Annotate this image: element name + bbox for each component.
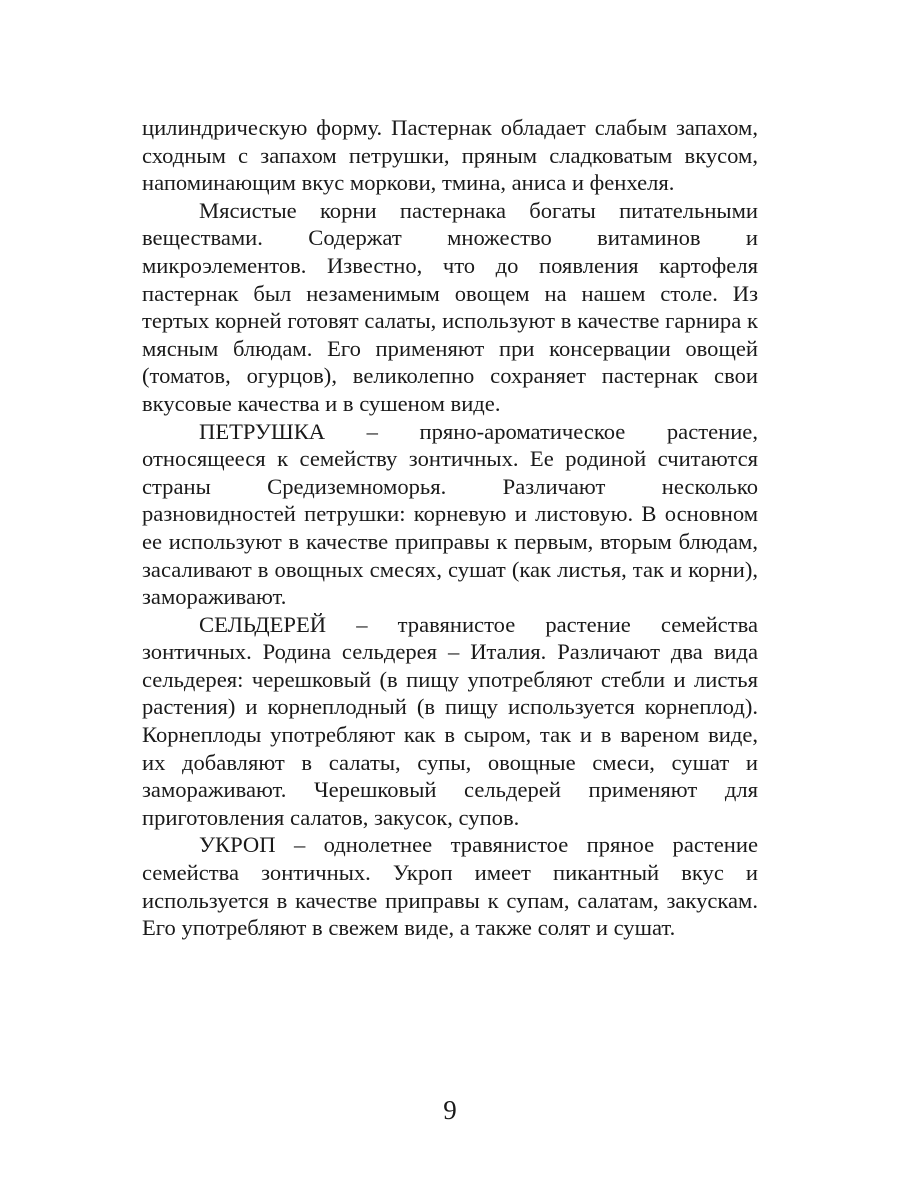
paragraph-parsnip-nutrition: Мясистые корни пастернака богаты питательными веществами. Содержат множество витаминов и микроэлементов. Известно, что до появления картофеля пастернак был незаменимым овощем на нашем столе. Из тертых корней готовят салаты, используют в качестве гарнира к мясным блюдам. Его применяют при консервации овощей (томатов, огурцов), великолепно сохраняет пастернак свои вкусовые качества и в сушеном виде. — [142, 197, 758, 416]
paragraph-dill: УКРОП – однолетнее травянистое пряное растение семейства зонтичных. Укроп имеет пикантный вкус и используется в качестве приправы к супам, салатам, закускам. Его употребляют в свежем виде, а также солят и сушат. — [142, 832, 758, 941]
page-number: 9 — [443, 1095, 457, 1125]
paragraph-parsnip-description: цилиндрическую форму. Пастернак обладает слабым запахом, сходным с запахом петрушки, пряным сладковатым вкусом, напоминающим вкус моркови, тмина, аниса и фенхеля. — [142, 115, 758, 196]
body-text — [142, 114, 758, 942]
paragraph-parsley: ПЕТРУШКА – пряно-ароматическое растение, относящееся к семейству зонтичных. Ее родиной считаются страны Средиземноморья. Различают несколько разновидностей петрушки: корневую и листовую. В основном ее используют в качестве приправы к первым, вторым блюдам, засаливают в овощных смесях, сушат (как листья, так и корни), замораживают. — [142, 418, 758, 610]
paragraph-celery: СЕЛЬДЕРЕЙ – травянистое растение семейства зонтичных. Родина сельдерея – Италия. Различают два вида сельдерея: черешковый (в пищу употребляют стебли и листья растения) и корнеплодный (в пищу используется корнеплод). Корнеплоды употребляют как в сыром, так и в вареном виде, их добавляют в салаты, супы, овощные смеси, сушат и замораживают. Черешковый сельдерей применяют для приготовления салатов, закусок, супов. — [142, 611, 758, 830]
